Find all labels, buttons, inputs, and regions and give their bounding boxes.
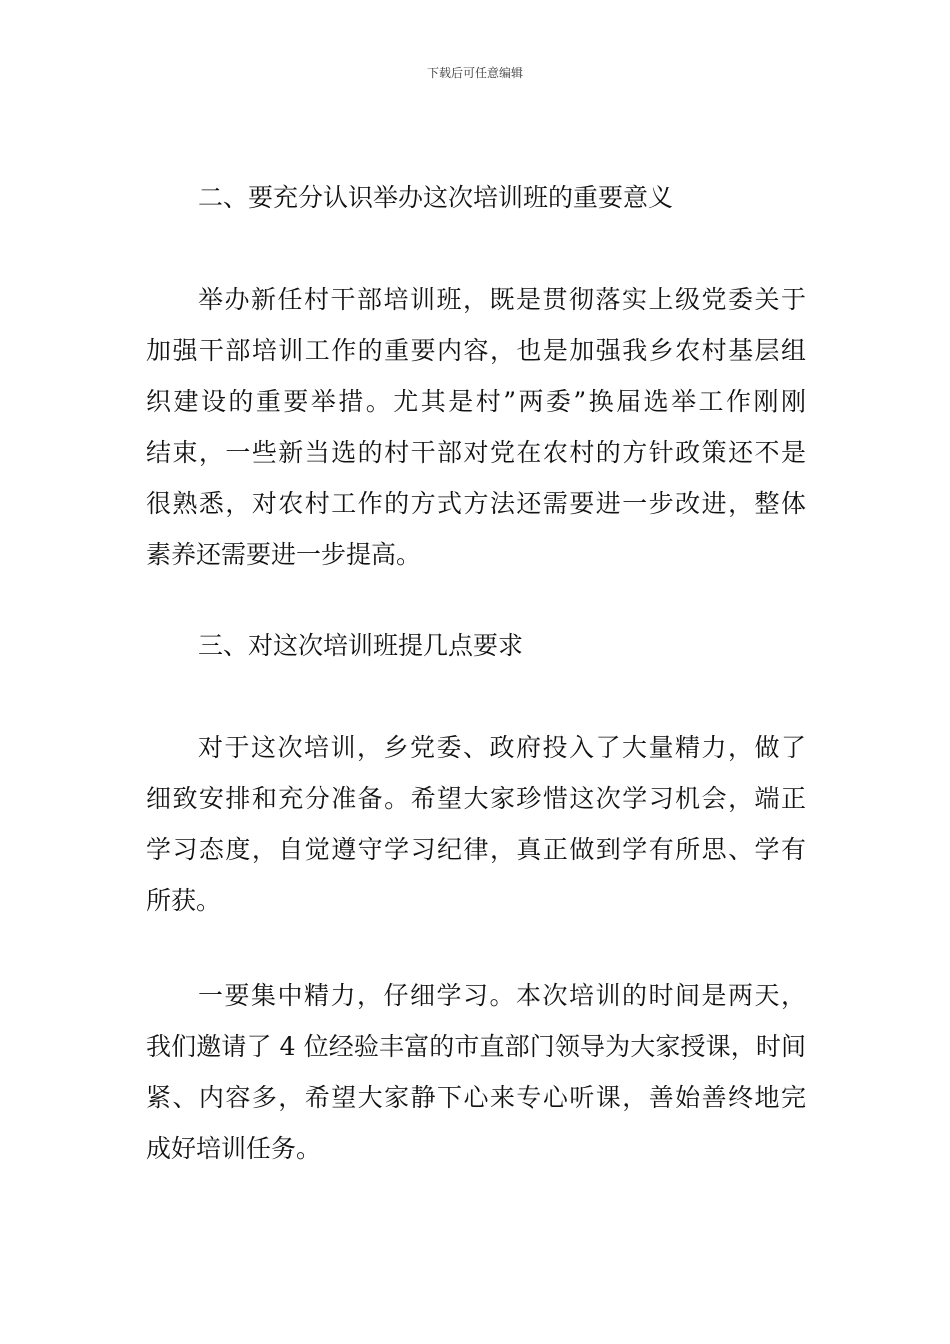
paragraph-line: 素养还需要进一步提高。 <box>146 540 422 569</box>
paragraph-line: 我们邀请了 4 位经验丰富的市直部门领导为大家授课，时间 <box>146 1032 806 1061</box>
paragraph-line: 成好培训任务。 <box>146 1134 322 1163</box>
paragraph-line: 织建设的重要举措。尤其是村”两委”换届选举工作刚刚 <box>146 387 806 416</box>
paragraph-line: 紧、内容多，希望大家静下心来专心听课，善始善终地完 <box>146 1083 806 1112</box>
paragraph-significance <box>146 274 806 580</box>
paragraph-requirements <box>146 722 806 926</box>
paragraph-line: 对于这次培训，乡党委、政府投入了大量精力，做了 <box>198 733 806 762</box>
section-heading-3 <box>146 620 806 671</box>
paragraph-line: 很熟悉，对农村工作的方式方法还需要进一步改进，整体 <box>146 489 806 518</box>
paragraph-focus <box>146 970 806 1174</box>
paragraph-line: 加强干部培训工作的重要内容，也是加强我乡农村基层组 <box>146 336 806 365</box>
paragraph-line: 结束，一些新当选的村干部对党在农村的方针政策还不是 <box>146 438 806 467</box>
section-heading-2 <box>146 172 806 223</box>
heading-text: 二、要充分认识举办这次培训班的重要意义 <box>198 183 674 212</box>
paragraph-line: 所获。 <box>146 886 222 915</box>
paragraph-line: 细致安排和充分准备。希望大家珍惜这次学习机会，端正 <box>146 784 806 813</box>
paragraph-line: 学习态度，自觉遵守学习纪律，真正做到学有所思、学有 <box>146 835 806 864</box>
heading-text: 三、对这次培训班提几点要求 <box>198 631 524 660</box>
paragraph-line: 举办新任村干部培训班，既是贯彻落实上级党委关于 <box>198 285 806 314</box>
page-header: 下载后可任意编辑 <box>426 66 523 80</box>
paragraph-line: 一要集中精力，仔细学习。本次培训的时间是两天， <box>198 981 806 1010</box>
